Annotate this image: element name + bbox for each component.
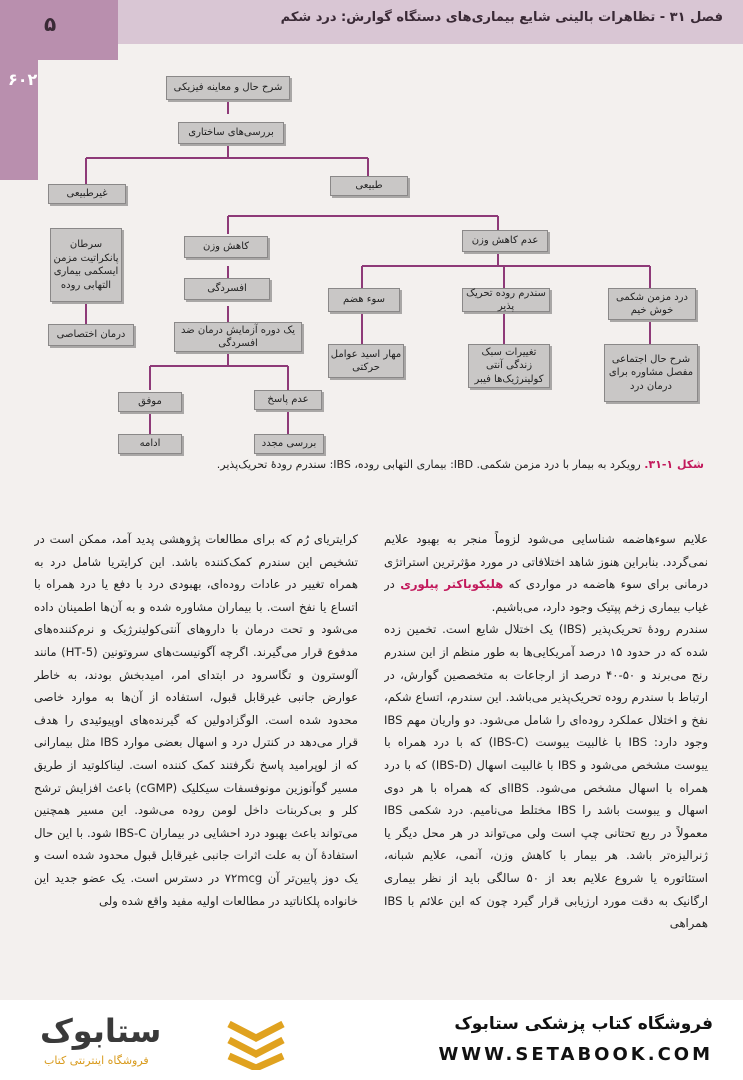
left-paragraph-1: کرایتریای رُم که برای مطالعات پژوهشی پدید آمد، ممکن است در تشخیص این سندرم کمک‌کننده باشد. این کرایتریا شامل درد به همراه تغییر در عادات روده‌ای، بهبودی درد با دفع یا درد همراه با اتساع یا نفخ است. با بیماران مشاوره شده و به آن‌ها اطمینان داده می‌شود و تحت درمان با داروهای آنتی‌کولینرژیک و نرم‌کننده‌های مدفوع قرار می‌گیرند. اگرچه آگونیست‌های سروتونین (5-HT) مانند آلوسترون و تگاسرود در ابتدای امر، امیدبخش بودند، به خاطر عوارض جانبی غیرقابل قبول، استفاده از آن‌ها به موارد خاصی محدود شده است. الوگزادولین که گیرنده‌های اوپیوئیدی را هدف قرار می‌دهد در کنترل درد و اسهال بعضی موارد IBS مثل بیمارانی که از لوپرامید پاسخ نگرفتند کمک کننده است. لیناکلوتید از طریق مسیر گوآنوزین مونوفسفات سیکلیک (cGMP) باعث افزایش ترشح کلر و بی‌کربنات داخل لومن روده می‌شود. این مسیر همچنین می‌تواند باعث بهبود درد احشایی در بیماران IBS-C شود. با این حال استفادۀ آن به علت اثرات جانبی غیرقابل قبول محدود شده است و یک دوز پایین‌تر آن ۷۲mcg در دسترس است. یک عضو جدید این خانواده پلکاناتید در مطالعات اولیه مفید واقع شده ولی [34,532,358,908]
footer-banner [0,1000,743,1080]
box-history: شرح حال و معاینه فیزیکی [166,76,290,100]
chevron-logo-icon [225,1014,287,1070]
box-structural-studies: بررسی‌های ساختاری [178,122,284,144]
highlight-term: هلیکوباکتر پیلوری [400,577,504,592]
box-abnormal: غیرطبیعی [48,184,126,204]
box-continue: ادامه [118,434,182,454]
right-paragraph-1: علایم سوءهاضمه شناسایی می‌شود لزوماً منجر به بهبود علایم نمی‌گردد. بنابراین هنوز شاهد اختلافاتی در مورد مؤثرترین استراتژی درمانی برای سوء هاضمه در مواردی که هلیکوباکتر پیلوری در غیاب بیماری زخم پپتیک وجود دارد، می‌باشیم. [384,532,708,614]
store-url[interactable]: WWW.SETABOOK.COM [438,1044,713,1065]
flowchart [38,66,708,460]
box-counseling: شرح حال اجتماعی مفصل مشاوره برای درمان درد [604,344,698,402]
right-column [384,528,708,998]
box-weight-loss: کاهش وزن [184,236,268,258]
box-acid-inhibition: مهار اسید عوامل حرکتی [328,344,404,378]
box-no-weight-loss: عدم کاهش وزن [462,230,548,252]
box-benign-pain: درد مزمن شکمی خوش خیم [608,288,696,320]
box-lifestyle: تغییرات سبک زندگی آنتی کولینرژیک‌ها فیبر [468,344,550,388]
left-column [34,528,358,998]
box-specific-treatment: درمان اختصاصی [48,324,134,346]
page-tab [0,0,118,60]
store-logo-subtitle: فروشگاه اینترنتی کتاب [44,1054,149,1067]
caption-label: شکل ۱-۳۱. [644,458,704,471]
box-depression: افسردگی [184,278,270,300]
box-dyspepsia: سوء هضم [328,288,400,312]
box-no-response: عدم پاسخ [254,390,322,410]
page-number: ۵ [44,12,57,36]
side-mark: ۶۰۲ [8,70,38,89]
box-abnormal-list: سرطان پانکراتیت مزمن ایسکمی بیماری التهابی روده [50,228,122,302]
box-reevaluate: بررسی مجدد [254,434,324,454]
right-paragraph-2: سندرم رودۀ تحریک‌پذیر (IBS) یک اختلال شایع است. تخمین زده شده که در حدود ۱۵ درصد آمریکایی‌ها به طور منظم از این سندرم رنج می‌برند و ۵۰-۴۰ درصد از ارجاعات به متخصصین گوارش، در ارتباط با سندرم روده تحریک‌پذیر می‌باشد. این سندرم، اتساع شکم، نفخ و اختلال عملکرد روده‌ای را شامل می‌شود. دو واریان مهم IBS وجود دارد: IBS با غالبیت یبوست (IBS-C) که با درد همراه با یبوست مشخص می‌شود و IBS با غالبیت اسهال (IBS-D) که با درد همراه با اسهال مشخص می‌شود. IBSای که همراه با هر دوی اسهال و یبوست باشد را IBS مختلط می‌نامیم. درد شکمی IBS معمولاً در ربع تحتانی چپ است ولی می‌تواند در هر محل دیگر یا ژنرالیزه‌تر باشد. هر بیمار با کاهش وزن، آنمی، علایم شبانه، استئاتوره یا شروع علایم بعد از ۵۰ سالگی باید از نظر بیماری ارگانیک به دقت مورد ارزیابی قرار گیرد چون که این علائم با IBS همراهی [384,622,708,931]
box-success: موفق [118,392,182,412]
caption-text: رویکرد به بیمار با درد مزمن شکمی. IBD: بیماری التهابی روده، IBS: سندرم رودۀ تحریک‌پذیر. [216,458,645,471]
box-ibs: سندرم روده تحریک پذیر [462,288,550,312]
chapter-title: فصل ۳۱ - تظاهرات بالینی شایع بیماری‌های دستگاه گوارش: درد شکم [280,10,723,25]
store-name: فروشگاه کتاب پزشکی ستابوک [454,1014,713,1034]
page-header [0,0,743,44]
box-antidepressant-trial: یک دوره آزمایش درمان ضد افسردگی [174,322,302,352]
figure-caption [36,458,704,471]
box-normal: طبیعی [330,176,408,196]
store-logo: ستابوک [40,1012,162,1050]
